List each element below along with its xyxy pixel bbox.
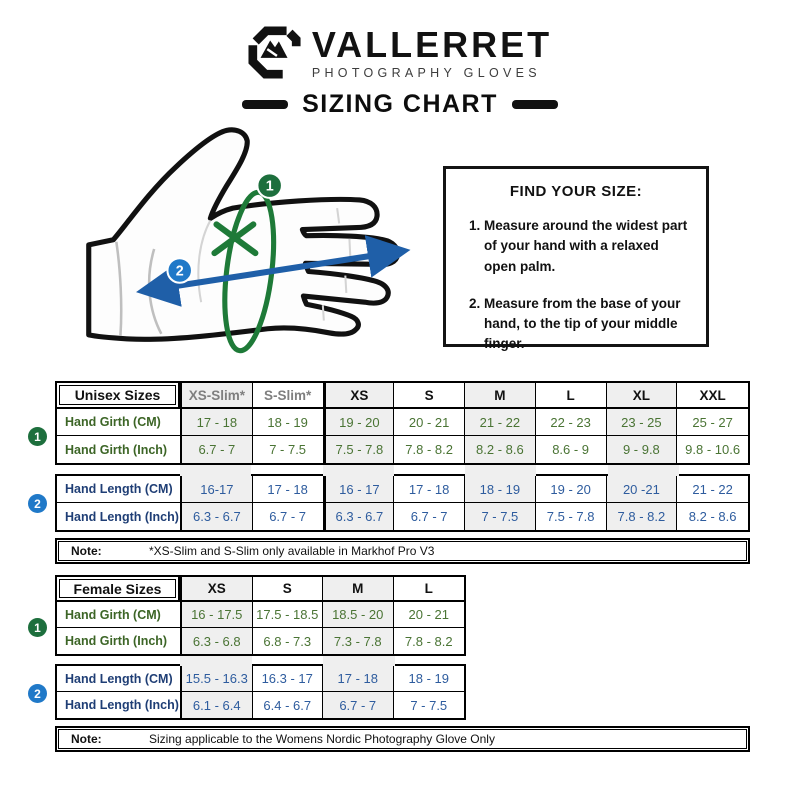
size-column-header: S — [253, 577, 324, 600]
hand-length-section — [55, 664, 466, 720]
size-value-cell: 7 - 7.5 — [394, 692, 465, 718]
note-label: Note: — [71, 732, 102, 746]
table-title: Female Sizes — [59, 579, 176, 598]
note-text: *XS-Slim and S-Slim only available in Markhof Pro V3 — [149, 544, 435, 558]
title-dash-left-icon — [242, 100, 288, 109]
section-gap — [55, 465, 750, 476]
size-value-cell: 8.6 - 9 — [536, 436, 607, 463]
note-text: Sizing applicable to the Womens Nordic Photography Glove Only — [149, 732, 495, 746]
size-value-cell: 6.7 - 7 — [182, 436, 253, 463]
title-dash-right-icon — [512, 100, 558, 109]
svg-text:1: 1 — [265, 178, 274, 195]
section-gap — [55, 656, 466, 666]
size-value-cell: 20 - 21 — [394, 409, 465, 436]
size-value-cell: 25 - 27 — [677, 409, 748, 436]
female-girth-badge: 1 — [28, 618, 47, 637]
size-value-cell: 16 - 17.5 — [182, 602, 253, 628]
unisex-note-inner — [58, 541, 747, 561]
size-value-cell: 17 - 18 — [394, 476, 465, 503]
size-value-cell: 16-17 — [182, 476, 253, 503]
hand-girth-section — [55, 600, 466, 656]
shade-strip — [395, 656, 467, 666]
size-value-cell: 19 - 20 — [324, 409, 395, 436]
size-value-cell: 18 - 19 — [253, 409, 324, 436]
size-column-header: S — [394, 383, 465, 407]
size-value-cell: 23 - 25 — [607, 409, 678, 436]
size-value-cell: 17 - 18 — [253, 476, 324, 503]
size-column-header: XXL — [677, 383, 748, 407]
table-title-box — [55, 381, 180, 409]
size-column-header: L — [394, 577, 465, 600]
size-value-cell: 18 - 19 — [465, 476, 536, 503]
note-label: Note: — [71, 544, 102, 558]
shade-strip — [608, 465, 679, 476]
size-value-cell: 9.8 - 10.6 — [677, 436, 748, 463]
size-value-cell: 20 - 21 — [394, 602, 465, 628]
size-value-cell: 17.5 - 18.5 — [253, 602, 324, 628]
size-value-cell: 8.2 - 8.6 — [465, 436, 536, 463]
unisex-sizes-table — [55, 381, 750, 532]
girth-badge — [257, 173, 282, 198]
size-column-header: XL — [607, 383, 678, 407]
size-value-cell: 16 - 17 — [324, 476, 395, 503]
row-label: Hand Girth (CM) — [57, 602, 182, 628]
row-label: Hand Girth (CM) — [57, 409, 182, 436]
size-value-cell: 19 - 20 — [536, 476, 607, 503]
brand-row — [248, 23, 553, 80]
unisex-length-badge: 2 — [28, 494, 47, 513]
unisex-note-box — [55, 538, 750, 564]
size-column-header: S-Slim* — [253, 383, 324, 407]
shade-strip — [394, 465, 465, 476]
shade-strip — [251, 465, 322, 476]
size-column-header: M — [323, 577, 394, 600]
size-column-header: XS — [182, 577, 253, 600]
row-label: Hand Length (CM) — [57, 666, 182, 692]
shade-strip — [180, 656, 252, 666]
size-column-header: L — [536, 383, 607, 407]
female-length-badge: 2 — [28, 684, 47, 703]
find-your-size-title: FIND YOUR SIZE: — [509, 183, 643, 200]
row-label: Hand Girth (Inch) — [57, 628, 182, 654]
size-header-grid — [180, 575, 466, 602]
shade-strip — [180, 465, 251, 476]
size-value-cell: 9 - 9.8 — [607, 436, 678, 463]
size-value-cell: 21 - 22 — [465, 409, 536, 436]
size-value-cell: 6.3 - 6.7 — [182, 503, 253, 530]
size-value-cell: 17 - 18 — [182, 409, 253, 436]
size-value-cell: 6.3 - 6.8 — [182, 628, 253, 654]
size-value-cell: 6.8 - 7.3 — [253, 628, 324, 654]
size-value-cell: 15.5 - 16.3 — [182, 666, 253, 692]
size-value-cell: 18.5 - 20 — [323, 602, 394, 628]
size-value-cell: 20 -21 — [607, 476, 678, 503]
shade-strip — [252, 656, 324, 666]
instruction-step: 1. Measure around the widest part of your hand with a relaxed open palm. — [484, 216, 692, 277]
size-value-cell: 7.8 - 8.2 — [394, 628, 465, 654]
size-value-cell: 7.3 - 7.8 — [323, 628, 394, 654]
female-sizes-table — [55, 575, 466, 720]
size-value-cell: 6.1 - 6.4 — [182, 692, 253, 718]
female-note-inner — [58, 729, 747, 749]
hand-measurement-illustration — [55, 126, 423, 372]
find-your-size-box — [443, 166, 709, 352]
size-value-cell: 6.7 - 7 — [394, 503, 465, 530]
row-label: Hand Length (Inch) — [57, 692, 182, 718]
shade-strip — [679, 465, 750, 476]
table-title-box — [55, 575, 180, 602]
brand-header — [0, 23, 800, 119]
size-value-cell: 17 - 18 — [323, 666, 394, 692]
instruction-list — [460, 216, 692, 355]
size-value-cell: 22 - 23 — [536, 409, 607, 436]
brand-tagline: PHOTOGRAPHY GLOVES — [311, 65, 541, 80]
size-column-header: XS — [324, 383, 395, 407]
hand-girth-section — [55, 407, 750, 465]
size-value-cell: 18 - 19 — [394, 666, 465, 692]
table-title: Unisex Sizes — [59, 385, 176, 405]
shade-strip — [323, 656, 395, 666]
size-value-cell: 7.8 - 8.2 — [394, 436, 465, 463]
size-value-cell: 6.7 - 7 — [323, 692, 394, 718]
size-header-grid — [180, 381, 750, 409]
row-label: Hand Length (Inch) — [57, 503, 182, 530]
size-header-row — [55, 381, 750, 409]
shade-strip — [55, 656, 180, 666]
unisex-girth-badge: 1 — [28, 427, 47, 446]
size-header-row — [55, 575, 466, 602]
size-value-cell: 21 - 22 — [677, 476, 748, 503]
length-badge — [167, 258, 192, 283]
female-note-box — [55, 726, 750, 752]
size-value-cell: 6.3 - 6.7 — [324, 503, 395, 530]
size-value-cell: 16.3 - 17 — [253, 666, 324, 692]
size-column-header: M — [465, 383, 536, 407]
size-value-cell: 7.8 - 8.2 — [607, 503, 678, 530]
size-column-header: XS-Slim* — [182, 383, 253, 407]
shade-strip — [55, 465, 180, 476]
row-label: Hand Length (CM) — [57, 476, 182, 503]
vallerret-logo-icon — [248, 26, 302, 80]
size-value-cell: 7.5 - 7.8 — [536, 503, 607, 530]
size-value-cell: 7 - 7.5 — [253, 436, 324, 463]
hand-length-section — [55, 474, 750, 532]
instruction-step: 2. Measure from the base of your hand, to the tip of your middle finger. — [484, 294, 692, 355]
size-value-cell: 6.7 - 7 — [253, 503, 324, 530]
size-value-cell: 7.5 - 7.8 — [324, 436, 395, 463]
shade-strip — [465, 465, 536, 476]
svg-text:2: 2 — [175, 263, 184, 280]
brand-text — [311, 23, 553, 80]
size-value-cell: 8.2 - 8.6 — [677, 503, 748, 530]
title-row — [242, 90, 558, 119]
size-value-cell: 6.4 - 6.7 — [253, 692, 324, 718]
shade-strip — [323, 465, 394, 476]
brand-name: VALLERRET — [311, 23, 553, 65]
page-title: SIZING CHART — [302, 90, 498, 118]
size-value-cell: 7 - 7.5 — [465, 503, 536, 530]
row-label: Hand Girth (Inch) — [57, 436, 182, 463]
shade-strip — [536, 465, 607, 476]
